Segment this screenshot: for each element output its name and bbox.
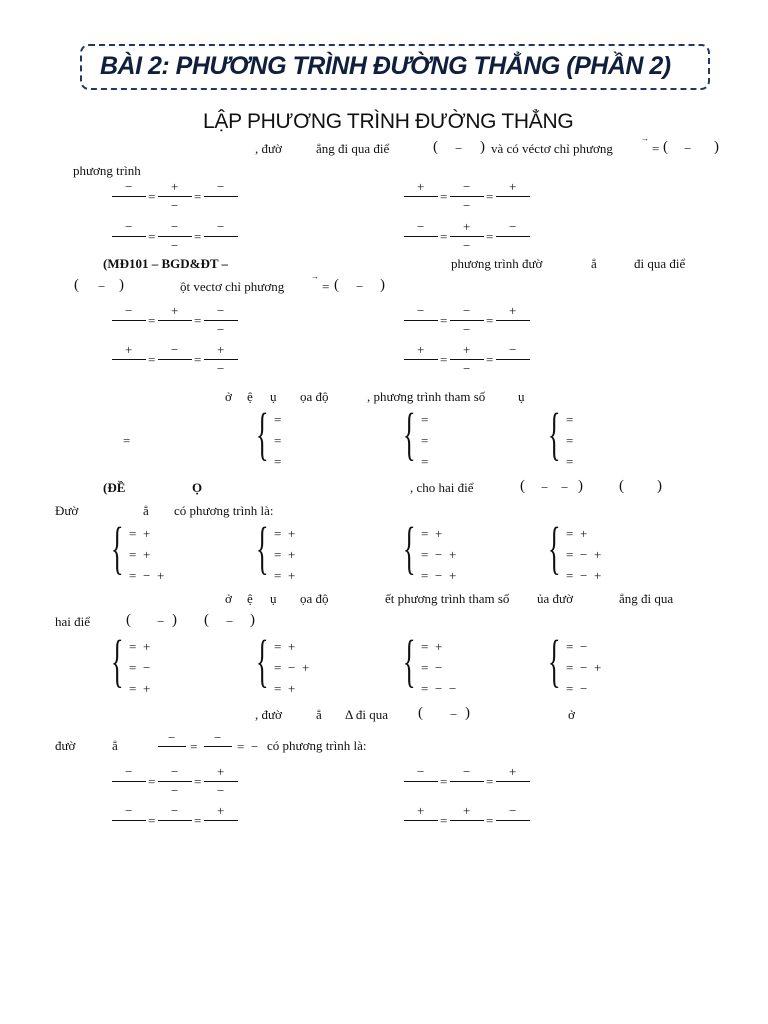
system-sign: = <box>274 681 282 696</box>
q3-text: , phương trình tham số <box>367 389 486 404</box>
numerator-sign: − <box>214 730 222 745</box>
q3-text: ở <box>225 389 232 404</box>
numerator-sign: − <box>171 342 179 357</box>
numerator-sign: − <box>217 303 225 318</box>
equals-sign: = <box>440 813 448 828</box>
system-sign: − <box>435 547 443 562</box>
system-sign: − <box>435 568 443 583</box>
fraction-bar <box>450 236 484 237</box>
system-sign: − <box>435 681 443 696</box>
equals-sign: = <box>486 352 494 367</box>
q6-text: ở <box>568 707 575 722</box>
minus-sign: − <box>561 480 569 495</box>
system-sign: = <box>421 433 429 448</box>
system-sign: + <box>157 568 165 583</box>
system-sign: = <box>566 547 574 562</box>
fraction-bar <box>204 236 238 237</box>
paren: ( <box>204 612 209 628</box>
paren: ( <box>126 612 131 628</box>
equals-sign: = <box>148 774 156 789</box>
minus-sign: − <box>226 614 234 629</box>
system-sign: = <box>566 433 574 448</box>
equals-sign: = <box>486 813 494 828</box>
brace-icon: { <box>403 515 416 580</box>
paren: ) <box>250 612 255 628</box>
numerator-sign: + <box>417 803 425 818</box>
equals-sign: = <box>486 189 494 204</box>
system-sign: = <box>129 660 137 675</box>
paren: ( <box>619 478 624 494</box>
fraction-bar <box>450 820 484 821</box>
equals-sign: = <box>148 189 156 204</box>
equals-sign: = <box>322 279 330 294</box>
system-sign: = <box>129 568 137 583</box>
section-title: LẬP PHƯƠNG TRÌNH ĐƯỜNG THẲNG <box>203 110 574 133</box>
numerator-sign: + <box>463 342 471 357</box>
fraction-bar <box>404 320 438 321</box>
numerator-sign: + <box>171 303 179 318</box>
system-sign: − <box>580 660 588 675</box>
fraction-bar <box>204 746 232 747</box>
system-sign: = <box>566 412 574 427</box>
system-sign: + <box>302 660 310 675</box>
system-sign: − <box>288 660 296 675</box>
equals-sign: = <box>148 352 156 367</box>
q4-source: (ĐỀ <box>103 480 126 495</box>
system-sign: = <box>421 568 429 583</box>
fraction-bar <box>204 781 238 782</box>
system-sign: = <box>566 454 574 469</box>
fraction-bar <box>404 196 438 197</box>
fraction-bar <box>496 820 530 821</box>
fraction-bar <box>204 359 238 360</box>
q2-source: (MĐ101 – BGD&ĐT – <box>103 256 229 271</box>
equals-sign: = <box>440 352 448 367</box>
numerator-sign: − <box>463 179 471 194</box>
numerator-sign: − <box>171 764 179 779</box>
system-sign: + <box>288 681 296 696</box>
fraction-bar <box>496 236 530 237</box>
q4-text: có phương trình là: <box>174 503 274 518</box>
q5-text: ết phương trình tham số <box>385 591 510 606</box>
equals-sign: = <box>486 313 494 328</box>
numerator-sign: − <box>509 342 517 357</box>
denominator-sign: − <box>463 322 471 337</box>
fraction-bar <box>404 781 438 782</box>
equals-sign: = <box>440 313 448 328</box>
numerator-sign: − <box>509 219 517 234</box>
system-sign: + <box>288 639 296 654</box>
system-sign: = <box>274 454 282 469</box>
fraction-bar <box>496 781 530 782</box>
denominator-sign: − <box>171 198 179 213</box>
system-sign: = <box>129 547 137 562</box>
equals-sign: = <box>440 774 448 789</box>
minus-sign: − <box>356 279 364 294</box>
minus-sign: − <box>98 279 106 294</box>
numerator-sign: − <box>463 303 471 318</box>
equals-sign: = <box>194 229 202 244</box>
fraction-bar <box>112 236 146 237</box>
system-sign: − <box>580 547 588 562</box>
fraction-bar <box>450 196 484 197</box>
q6-text: , đườ <box>255 707 282 722</box>
paren: ) <box>119 277 124 293</box>
fraction-bar <box>450 781 484 782</box>
system-sign: − <box>143 568 151 583</box>
denominator-sign: − <box>217 783 225 798</box>
system-sign: = <box>421 660 429 675</box>
brace-icon: { <box>548 628 561 693</box>
minus-sign: − <box>684 141 692 156</box>
system-sign: = <box>421 681 429 696</box>
numerator-sign: + <box>125 342 133 357</box>
system-sign: = <box>566 660 574 675</box>
fraction-bar <box>158 746 186 747</box>
system-sign: − <box>580 568 588 583</box>
system-sign: = <box>566 568 574 583</box>
system-sign: − <box>449 681 457 696</box>
system-sign: = <box>274 547 282 562</box>
minus-sign: − <box>541 480 549 495</box>
denominator-sign: − <box>217 322 225 337</box>
system-sign: = <box>566 681 574 696</box>
fraction-bar <box>158 236 192 237</box>
equals-sign: = <box>194 352 202 367</box>
fraction-bar <box>158 320 192 321</box>
paren: ) <box>578 478 583 494</box>
q4-source: Ọ <box>192 480 203 495</box>
q5-text: hai điể <box>55 614 91 629</box>
system-sign: = <box>274 412 282 427</box>
q6-text: Δ đi qua <box>345 707 389 722</box>
system-sign: = <box>129 639 137 654</box>
numerator-sign: − <box>217 219 225 234</box>
q3-text: ệ <box>247 389 253 404</box>
numerator-sign: − <box>217 179 225 194</box>
numerator-sign: − <box>463 764 471 779</box>
system-sign: + <box>143 547 151 562</box>
brace-icon: { <box>256 515 269 580</box>
minus-sign: − <box>251 739 259 754</box>
numerator-sign: − <box>171 219 179 234</box>
equals-sign: = <box>486 229 494 244</box>
fraction-bar <box>450 320 484 321</box>
q4-text: ẳ <box>143 503 149 518</box>
system-sign: + <box>143 526 151 541</box>
paren: ) <box>714 139 719 155</box>
system-sign: + <box>580 526 588 541</box>
vector-arrow-icon: → <box>641 134 649 143</box>
equals-sign: = <box>194 774 202 789</box>
numerator-sign: − <box>125 219 133 234</box>
system-sign: = <box>421 454 429 469</box>
fraction-bar <box>158 196 192 197</box>
numerator-sign: − <box>125 764 133 779</box>
system-sign: + <box>435 639 443 654</box>
system-sign: − <box>143 660 151 675</box>
fraction-bar <box>404 820 438 821</box>
system-sign: = <box>274 660 282 675</box>
denominator-sign: − <box>463 198 471 213</box>
paren: ) <box>480 139 485 155</box>
q5-text: ệ <box>247 591 253 606</box>
q5-text: ụ <box>270 591 277 606</box>
system-sign: + <box>449 547 457 562</box>
equals-sign: = <box>194 813 202 828</box>
q4-text: , cho hai điể <box>410 480 474 495</box>
q3-text: ọa độ <box>300 389 329 404</box>
fraction-bar <box>496 359 530 360</box>
paren: ) <box>380 277 385 293</box>
minus-sign: − <box>157 614 165 629</box>
q3-text: ụ <box>518 389 525 404</box>
equals-sign: = <box>148 229 156 244</box>
system-sign: + <box>435 526 443 541</box>
equals-sign: = <box>190 739 198 754</box>
denominator-sign: − <box>217 361 225 376</box>
fraction-bar <box>450 359 484 360</box>
denominator-sign: − <box>463 238 471 253</box>
fraction-bar <box>112 359 146 360</box>
system-sign: + <box>594 547 602 562</box>
system-sign: = <box>421 412 429 427</box>
system-sign: = <box>129 681 137 696</box>
system-sign: = <box>566 526 574 541</box>
brace-icon: { <box>256 401 269 466</box>
fraction-bar <box>112 781 146 782</box>
q5-text: ủa đườ <box>537 591 573 606</box>
system-sign: = <box>274 433 282 448</box>
q6-text: có phương trình là: <box>267 738 367 753</box>
numerator-sign: − <box>125 803 133 818</box>
fraction-bar <box>204 196 238 197</box>
numerator-sign: + <box>463 219 471 234</box>
q6-text: ẳ <box>316 707 322 722</box>
q5-text: ở <box>225 591 232 606</box>
paren: ) <box>657 478 662 494</box>
equals-sign: = <box>194 313 202 328</box>
numerator-sign: + <box>509 764 517 779</box>
brace-icon: { <box>111 515 124 580</box>
brace-icon: { <box>403 628 416 693</box>
numerator-sign: + <box>509 179 517 194</box>
minus-sign: − <box>450 707 458 722</box>
q2-text: đi qua điể <box>634 256 686 271</box>
numerator-sign: − <box>509 803 517 818</box>
numerator-sign: + <box>171 179 179 194</box>
q1-text: phương trình <box>73 163 141 178</box>
fraction-bar <box>496 320 530 321</box>
numerator-sign: − <box>125 303 133 318</box>
fraction-bar <box>404 236 438 237</box>
q5-text: ọa độ <box>300 591 329 606</box>
fraction-bar <box>158 820 192 821</box>
system-sign: = <box>566 639 574 654</box>
q4-text: Đườ <box>55 503 79 518</box>
system-sign: = <box>421 547 429 562</box>
system-sign: − <box>580 681 588 696</box>
equals-sign: = <box>486 774 494 789</box>
numerator-sign: − <box>417 219 425 234</box>
system-sign: = <box>274 639 282 654</box>
q3-text: ụ <box>270 389 277 404</box>
numerator-sign: + <box>463 803 471 818</box>
denominator-sign: − <box>463 361 471 376</box>
q1-text: ẳng đi qua điể <box>316 141 390 156</box>
paren: ( <box>663 139 668 155</box>
q2-text: phương trình đườ <box>451 256 543 271</box>
equals-sign: = <box>440 229 448 244</box>
system-sign: + <box>143 681 151 696</box>
q1-text: và có véctơ chỉ phương <box>491 141 613 156</box>
equals-sign: = <box>652 141 660 156</box>
system-sign: + <box>594 660 602 675</box>
paren: ) <box>172 612 177 628</box>
minus-sign: − <box>455 141 463 156</box>
system-sign: + <box>594 568 602 583</box>
paren: ) <box>465 705 470 721</box>
system-sign: = <box>274 568 282 583</box>
fraction-bar <box>496 196 530 197</box>
system-sign: = <box>274 526 282 541</box>
numerator-sign: + <box>217 764 225 779</box>
system-sign: = <box>129 526 137 541</box>
system-sign: − <box>435 660 443 675</box>
equals-sign: = <box>237 739 245 754</box>
numerator-sign: − <box>168 730 176 745</box>
brace-icon: { <box>256 628 269 693</box>
paren: ( <box>520 478 525 494</box>
fraction-bar <box>158 781 192 782</box>
numerator-sign: + <box>417 342 425 357</box>
numerator-sign: − <box>171 803 179 818</box>
brace-icon: { <box>111 628 124 693</box>
paren: ( <box>74 277 79 293</box>
equals-sign: = <box>148 313 156 328</box>
system-sign: + <box>288 568 296 583</box>
page-title: BÀI 2: PHƯƠNG TRÌNH ĐƯỜNG THẲNG (PHẦN 2) <box>100 52 671 80</box>
paren: ( <box>433 139 438 155</box>
fraction-bar <box>112 820 146 821</box>
equals-sign: = <box>148 813 156 828</box>
system-sign: + <box>288 526 296 541</box>
answer-a-equals: = <box>123 433 131 448</box>
q6-text: ẳ <box>112 738 118 753</box>
q6-text: đườ <box>55 738 76 753</box>
fraction-bar <box>204 820 238 821</box>
system-sign: = <box>421 639 429 654</box>
vector-arrow-icon: → <box>311 272 319 281</box>
fraction-bar <box>112 196 146 197</box>
numerator-sign: − <box>417 764 425 779</box>
paren: ( <box>418 705 423 721</box>
fraction-bar <box>112 320 146 321</box>
fraction-bar <box>404 359 438 360</box>
paren: ( <box>334 277 339 293</box>
brace-icon: { <box>548 515 561 580</box>
numerator-sign: + <box>509 303 517 318</box>
system-sign: + <box>143 639 151 654</box>
system-sign: + <box>288 547 296 562</box>
system-sign: = <box>421 526 429 541</box>
numerator-sign: − <box>417 303 425 318</box>
q2-text: ẳ <box>591 256 597 271</box>
numerator-sign: + <box>217 803 225 818</box>
numerator-sign: − <box>125 179 133 194</box>
q2-text: ột vectơ chỉ phương <box>180 279 285 294</box>
denominator-sign: − <box>171 238 179 253</box>
fraction-bar <box>158 359 192 360</box>
fraction-bar <box>204 320 238 321</box>
brace-icon: { <box>548 401 561 466</box>
equals-sign: = <box>194 189 202 204</box>
equals-sign: = <box>440 189 448 204</box>
denominator-sign: − <box>171 783 179 798</box>
system-sign: + <box>449 568 457 583</box>
brace-icon: { <box>403 401 416 466</box>
numerator-sign: + <box>217 342 225 357</box>
q1-text: , đườ <box>255 141 282 156</box>
system-sign: − <box>580 639 588 654</box>
q5-text: ẳng đi qua <box>619 591 674 606</box>
numerator-sign: + <box>417 179 425 194</box>
